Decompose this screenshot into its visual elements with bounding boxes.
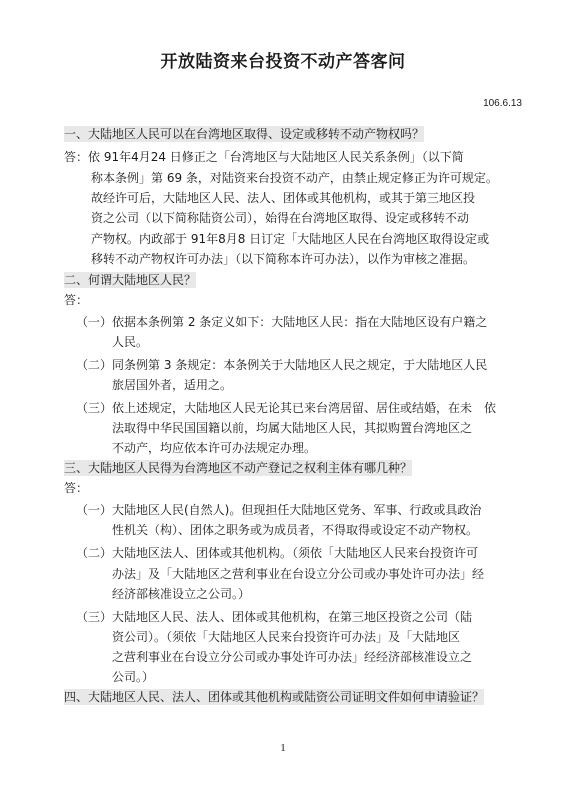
answer-line: 经济部核准设立之公司。） <box>112 587 251 601</box>
answer-line: （三）依上述规定，大陆地区人民无论其已来台湾居留、居住或结婚，在未 依 <box>76 401 497 415</box>
answer-line: 资公司）。（须依「大陆地区人民来台投资许可办法」及「大陆地区 <box>112 630 461 644</box>
answer-line: 产物权。内政部于 91年8月8 日订定「大陆地区人民在台湾地区取得设定或 <box>91 232 490 246</box>
question-heading: 四、大陆地区人民、法人、团体或其他机构或陆资公司证明文件如何申请验证？ <box>64 690 485 704</box>
question-heading: 一、大陆地区人民可以在台湾地区取得、设定或移转不动产物权吗？ <box>64 127 425 141</box>
question-heading: 二、何谓大陆地区人民？ <box>64 273 197 287</box>
answer-line: 性机关（构）、团体之职务或为成员者，不得取得或设定不动产物权。 <box>112 523 479 537</box>
answer-line: 移转不动产物权许可办法」（以下简称本许可办法），以作为审核之准据。 <box>91 252 476 266</box>
answer-line: 旅居国外者，适用之。 <box>112 378 233 392</box>
answer-line: （一）大陆地区人民(自然人)。但现担任大陆地区党务、军事、行政或具政治 <box>76 503 482 517</box>
answer-line: 人民。 <box>112 335 149 349</box>
answer-line: 称本条例」第 69 条，对陆资来台投资不动产，由禁止规定修正为许可规定。 <box>91 171 498 185</box>
answer-label: 答： <box>64 481 89 495</box>
question-heading: 三、大陆地区人民得为台湾地区不动产登记之权利主体有哪几种？ <box>64 461 413 475</box>
document-title: 开放陆资来台投资不动产答客问 <box>160 52 406 72</box>
page-number: 1 <box>280 742 286 754</box>
answer-line: 法取得中华民国国籍以前，均属大陆地区人民，其拟购置台湾地区之 <box>112 421 473 435</box>
answer-line: 资之公司（以下简称陆资公司），始得在台湾地区取得、设定或移转不动 <box>91 211 470 225</box>
answer-label: 答： <box>64 293 89 307</box>
answer-line: 不动产，均应依本许可办法规定办理。 <box>112 441 317 455</box>
answer-line: （二）大陆地区法人、团体或其他机构。（须依「大陆地区人民来台投资许可 <box>76 546 479 560</box>
answer-line: 公司。） <box>112 670 155 684</box>
answer-line: 故经许可后，大陆地区人民、法人、团体或其他机构，或其于第三地区投 <box>91 191 476 205</box>
answer-line: （二）同条例第 3 条规定：本条例关于大陆地区人民之规定，于大陆地区人民 <box>76 358 488 372</box>
answer-line: 答：依 91年4月24 日修正之「台湾地区与大陆地区人民关系条例」（以下简 <box>64 150 464 164</box>
answer-line: （一）依据本条例第 2 条定义如下：大陆地区人民：指在大陆地区设有户籍之 <box>76 315 488 329</box>
answer-line: 之营利事业在台设立分公司或办事处许可办法」经经济部核准设立之 <box>112 650 473 664</box>
answer-line: （三）大陆地区人民、法人、团体或其他机构，在第三地区投资之公司（陆 <box>76 610 473 624</box>
document-date: 106.6.13 <box>483 98 522 109</box>
answer-line: 办法」及「大陆地区之营利事业在台设立分公司或办事处许可办法」经 <box>112 567 485 581</box>
